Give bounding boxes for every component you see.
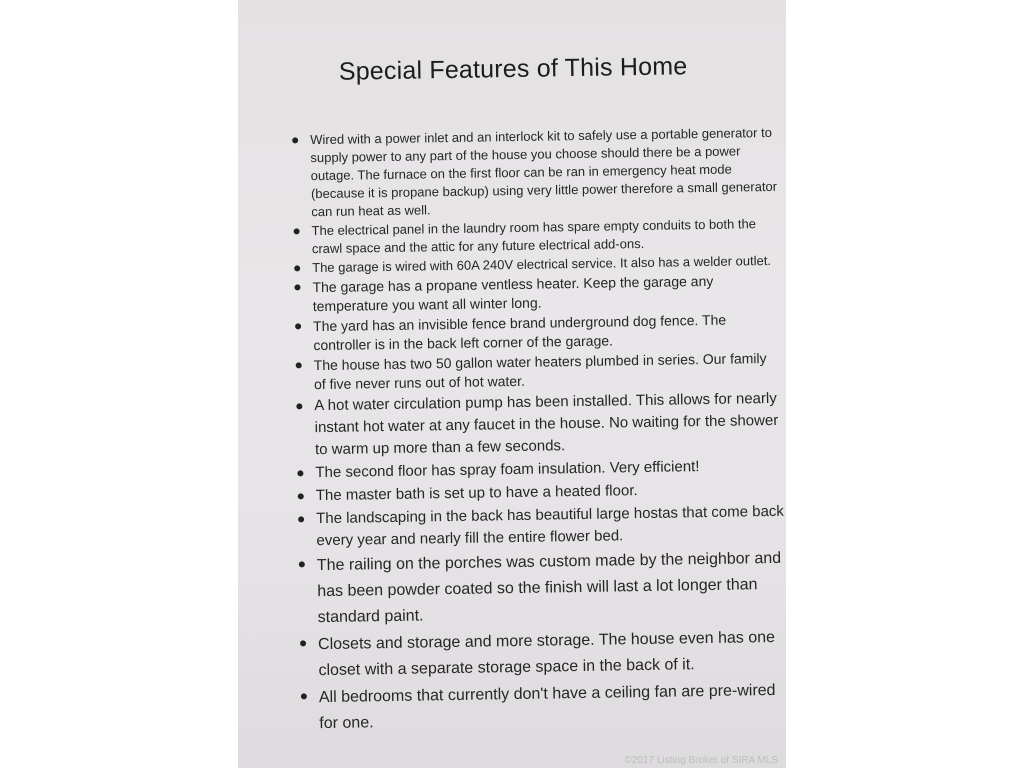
mls-watermark: ©2017 Listing Broker of SIRA MLS: [624, 755, 778, 766]
bullet-icon: [295, 323, 301, 329]
bullet-icon: [296, 403, 302, 409]
feature-item: [310, 124, 779, 221]
feature-text: The railing on the porches was custom made by the neighbor and has been powder coated so the finish will last a lot longer than standard paint.: [316, 549, 782, 627]
bullet-icon: [300, 640, 306, 646]
feature-item: [314, 388, 783, 461]
bullet-icon: [301, 693, 307, 699]
feature-text: Wired with a power inlet and an interlock kit to safely use a portable generator to supply power to any part of the house you choose should there be a power outage. The furnace on the first floor can be ran in emergency heat mode (because it is propane backup) using very little power therefore a small generator can run heat as well.: [310, 124, 778, 220]
feature-text: The garage has a propane ventless heater. Keep the garage any temperature you want all winter long.: [312, 272, 714, 315]
bullet-icon: [292, 137, 298, 143]
bullet-icon: [296, 362, 302, 368]
feature-item: [314, 349, 783, 394]
feature-item: [316, 501, 785, 552]
bullet-icon: [294, 284, 300, 290]
feature-item: [317, 546, 786, 631]
bullet-icon: [294, 228, 300, 234]
feature-list: [310, 124, 786, 738]
document-title: Special Features of This Home: [338, 52, 688, 86]
feature-item: [318, 625, 786, 684]
feature-text: The yard has an invisible fence brand underground dog fence. The controller is in the back left corner of the garage.: [312, 311, 727, 354]
feature-text: The garage is wired with 60A 240V electrical service. It also has a welder outlet.: [312, 252, 772, 276]
bullet-icon: [299, 561, 305, 567]
feature-item: [313, 310, 782, 355]
feature-text: The master bath is set up to have a heated floor.: [315, 482, 638, 505]
feature-text: A hot water circulation pump has been installed. This allows for nearly instant hot water at any faucet in the house. No waiting for the shower to warm up more than a few seconds.: [314, 389, 779, 459]
bullet-icon: [297, 470, 303, 476]
bullet-icon: [298, 516, 304, 522]
feature-text: Closets and storage and more storage. The house even has one closet with a separate storage space in the back of it.: [317, 628, 776, 680]
feature-text: The house has two 50 gallon water heaters plumbed in series. Our family of five never runs out of hot water.: [313, 350, 767, 393]
feature-item: [319, 678, 786, 737]
feature-item: [311, 215, 780, 258]
bullet-icon: [298, 493, 304, 499]
sheet-content: [238, 0, 786, 768]
feature-text: All bedrooms that currently don't have a ceiling fan are pre-wired for one.: [318, 681, 776, 733]
paper-sheet: [238, 0, 786, 768]
feature-item: [312, 271, 781, 316]
feature-text: The landscaping in the back has beautiful large hostas that come back every year and nearly fill the entire flower bed.: [315, 502, 784, 550]
feature-text: The electrical panel in the laundry room has spare empty conduits to both the crawl space and the attic for any future electrical add-ons.: [311, 216, 757, 257]
feature-text: The second floor has spray foam insulation. Very efficient!: [315, 458, 700, 482]
bullet-icon: [294, 265, 300, 271]
